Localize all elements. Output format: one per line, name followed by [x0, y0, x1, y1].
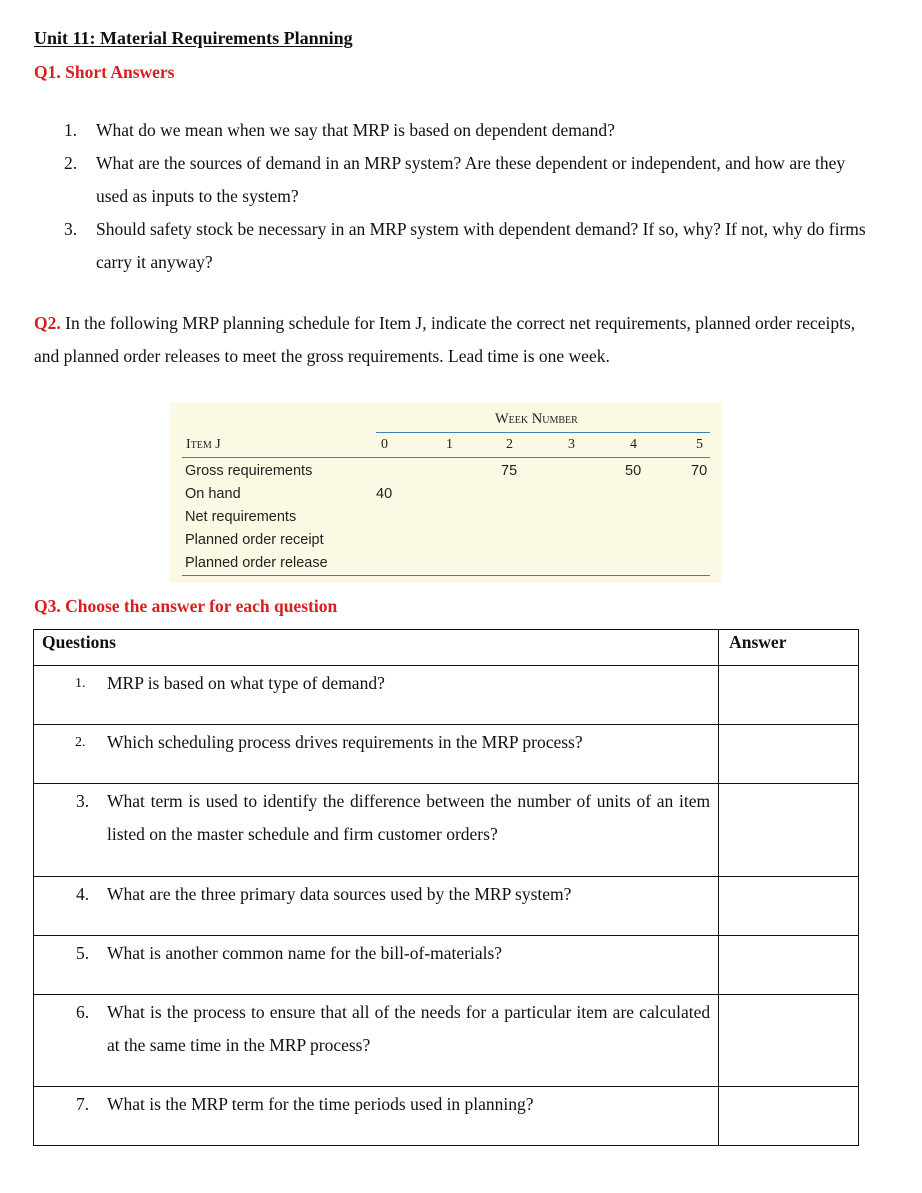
q1-item-text: What are the sources of demand in an MRP system? Are these dependent or independent, and how are they used as inputs to the system?	[96, 153, 846, 206]
question-text: MRP is based on what type of demand?	[107, 673, 385, 693]
onhand-week-0: 40	[376, 486, 393, 502]
question-text: Which scheduling process drives requirements in the MRP process?	[107, 732, 583, 752]
table-row	[34, 936, 859, 995]
row-label-receipt: Planned order receipt	[185, 532, 324, 548]
q2-text: In the following MRP planning schedule for Item J, indicate the correct net requirements, planned order receipts, and planned order releases to meet the gross requirements. Lead time is one week.	[34, 313, 856, 366]
question-text: What is another common name for the bill-of-materials?	[107, 943, 503, 963]
question-text: What is the process to ensure that all of the needs for a particular item are calculated at the same time in the MRP process?	[107, 1002, 711, 1055]
answer-header: Answer	[719, 630, 859, 666]
answer-cell[interactable]	[719, 877, 859, 936]
table-row	[34, 784, 859, 877]
q1-heading: Q1. Short Answers	[34, 62, 175, 82]
question-text: What term is used to identify the difference between the number of units of an item listed on the master schedule and firm customer orders?	[107, 791, 711, 844]
q3-header-row	[34, 630, 859, 666]
row-label-onhand: On hand	[185, 486, 241, 502]
question-number: 1.	[75, 676, 86, 691]
gross-week-5: 70	[691, 463, 708, 479]
answer-cell[interactable]	[719, 995, 859, 1087]
row-label-net: Net requirements	[185, 509, 297, 525]
unit-title: Unit 11: Material Requirements Planning	[34, 28, 353, 48]
question-text: What is the MRP term for the time periods used in planning?	[107, 1094, 534, 1114]
question-cell	[34, 877, 719, 936]
q3-table	[33, 629, 859, 1146]
gross-week-4: 50	[625, 463, 642, 479]
row-label-gross: Gross requirements	[185, 463, 313, 479]
bottom-rule	[182, 575, 710, 576]
question-number: 2.	[75, 735, 86, 750]
table-row	[34, 725, 859, 784]
question-number: 6.	[76, 1002, 90, 1022]
answer-cell[interactable]	[719, 784, 859, 877]
week-3: 3	[568, 437, 575, 452]
week-1: 1	[446, 437, 453, 452]
header-rule	[376, 432, 710, 433]
q1-item	[34, 147, 874, 213]
q3-heading: Q3. Choose the answer for each question	[34, 596, 338, 616]
table-row	[34, 666, 859, 725]
table-row	[34, 995, 859, 1087]
answer-cell[interactable]	[719, 1087, 859, 1146]
q1-item	[34, 114, 874, 147]
question-cell	[34, 666, 719, 725]
question-cell	[34, 1087, 719, 1146]
week-4: 4	[630, 437, 637, 452]
row-label-release: Planned order release	[185, 555, 328, 571]
week-0: 0	[381, 437, 388, 452]
week-number-header: Week Number	[495, 411, 578, 427]
question-number: 4.	[76, 884, 90, 904]
mrp-schedule-table	[170, 403, 722, 583]
week-2: 2	[506, 437, 513, 452]
question-cell	[34, 995, 719, 1087]
q1-item-number: 1.	[64, 120, 78, 140]
answer-cell[interactable]	[719, 666, 859, 725]
q1-item-number: 3.	[64, 219, 78, 239]
q1-item	[34, 213, 874, 279]
answer-cell[interactable]	[719, 725, 859, 784]
table-row	[34, 1087, 859, 1146]
table-row	[34, 877, 859, 936]
question-text: What are the three primary data sources used by the MRP system?	[107, 884, 572, 904]
week-5: 5	[696, 437, 703, 452]
item-label: Item J	[186, 437, 221, 452]
item-rule	[182, 457, 710, 458]
q1-item-number: 2.	[64, 153, 78, 173]
gross-week-2: 75	[501, 463, 518, 479]
answer-cell[interactable]	[719, 936, 859, 995]
question-number: 3.	[76, 791, 90, 811]
q1-item-text: Should safety stock be necessary in an MRP system with dependent demand? If so, why? If not, why do firms carry it anyway?	[96, 219, 866, 272]
question-cell	[34, 725, 719, 784]
question-number: 7.	[76, 1094, 90, 1114]
questions-header: Questions	[34, 630, 719, 666]
question-cell	[34, 784, 719, 877]
question-cell	[34, 936, 719, 995]
q1-item-text: What do we mean when we say that MRP is based on dependent demand?	[96, 120, 615, 140]
q1-list	[34, 114, 874, 279]
q2-label: Q2.	[34, 313, 61, 333]
q2-paragraph	[34, 307, 874, 373]
question-number: 5.	[76, 943, 90, 963]
